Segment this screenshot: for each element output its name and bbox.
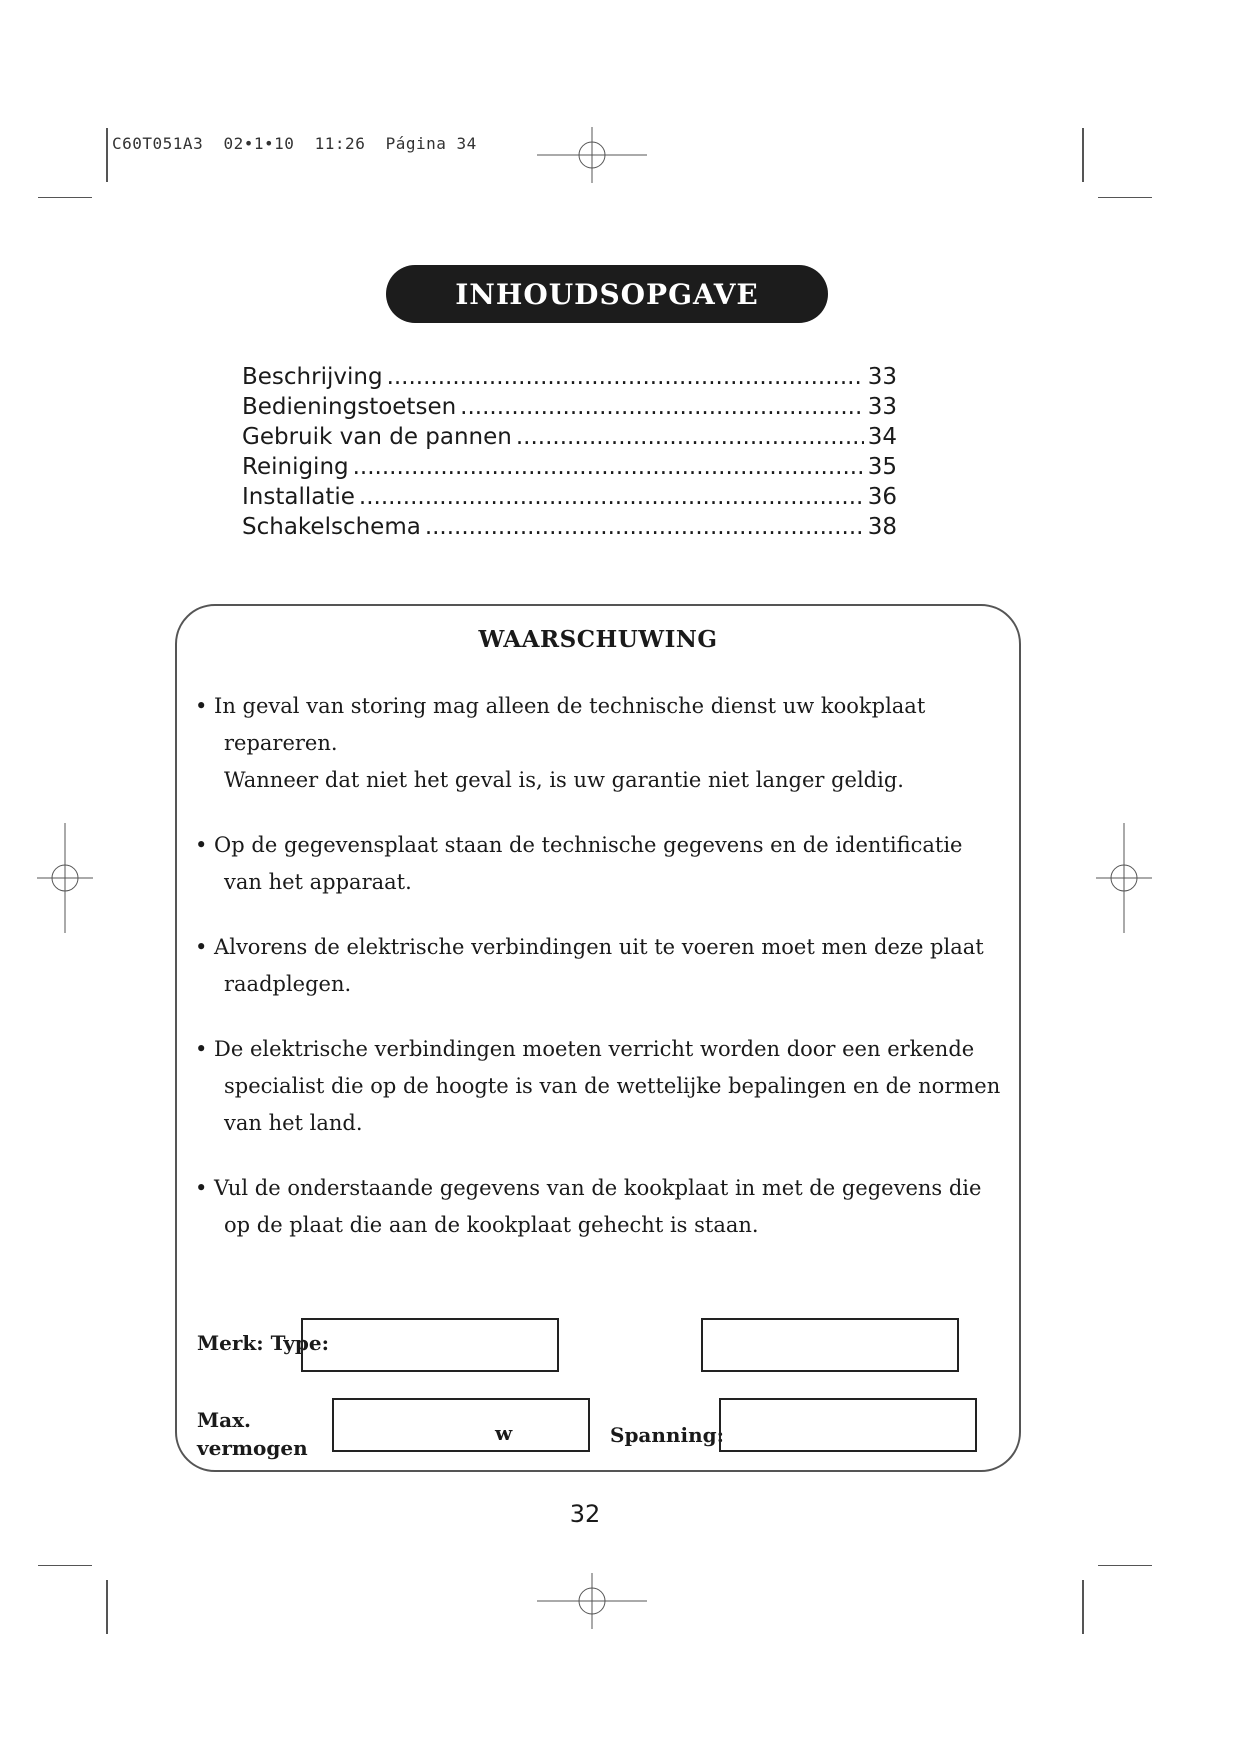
spanning-label: Spanning:: [610, 1423, 724, 1447]
warning-item-text: specialist die op de hoogte is van de wettelijke bepalingen en de normen: [224, 1074, 1001, 1098]
printer-slug: C60T051A3 02•1•10 11:26 Página 34: [112, 134, 477, 153]
warning-item-text: • Alvorens de elektrische verbindingen uit te voeren moet men deze plaat: [195, 935, 984, 959]
warning-item: [195, 827, 1015, 901]
table-of-contents: [242, 364, 897, 544]
warning-item-text: • Op de gegevensplaat staan de technische gegevens en de identificatie: [195, 833, 963, 857]
toc-row: [242, 424, 897, 454]
toc-page: 33: [867, 364, 897, 390]
toc-label: Beschrijving: [242, 364, 383, 390]
crop-mark: [106, 1580, 108, 1634]
toc-row: [242, 364, 897, 394]
page-number: 32: [569, 1500, 601, 1528]
toc-leader: [387, 364, 864, 390]
toc-label: Bedieningstoetsen: [242, 394, 457, 420]
warning-item-text: • De elektrische verbindingen moeten verricht worden door een erkende: [195, 1037, 975, 1061]
max-power-label: [197, 1406, 308, 1462]
toc-leader: [353, 454, 864, 480]
crop-mark: [1082, 1580, 1084, 1634]
warning-item-text: • Vul de onderstaande gegevens van de kookplaat in met de gegevens die: [195, 1176, 982, 1200]
registration-mark-right: [1096, 823, 1152, 933]
toc-page: 36: [867, 484, 897, 510]
toc-page: 33: [867, 394, 897, 420]
warning-item-text: Wanneer dat niet het geval is, is uw garantie niet langer geldig.: [224, 768, 904, 792]
warning-item: [195, 688, 1015, 799]
merk-field[interactable]: [701, 1318, 959, 1372]
power-field[interactable]: [332, 1398, 590, 1452]
warning-item: [195, 929, 1015, 1003]
warning-item-text: van het land.: [224, 1111, 363, 1135]
toc-row: [242, 514, 897, 544]
warning-item-text: van het apparaat.: [224, 870, 412, 894]
toc-label: Schakelschema: [242, 514, 421, 540]
warning-item: [195, 1170, 1015, 1244]
warning-list: [195, 688, 1015, 1272]
toc-label: Installatie: [242, 484, 355, 510]
registration-mark-left: [37, 823, 93, 933]
toc-page: 35: [867, 454, 897, 480]
toc-label: Reiniging: [242, 454, 349, 480]
warning-item-text: op de plaat die aan de kookplaat gehecht is staan.: [224, 1213, 759, 1237]
page-title: INHOUDSOPGAVE: [455, 277, 759, 311]
power-unit: w: [495, 1421, 513, 1445]
registration-mark-top: [537, 127, 647, 183]
warning-item-text: • In geval van storing mag alleen de technische dienst uw kookplaat: [195, 694, 926, 718]
toc-row: [242, 454, 897, 484]
registration-mark-bottom: [537, 1573, 647, 1629]
crop-mark: [38, 1565, 92, 1566]
crop-mark: [1098, 1565, 1152, 1566]
warning-item: [195, 1031, 1015, 1142]
toc-leader: [359, 484, 864, 510]
title-banner: [386, 265, 828, 323]
crop-mark: [1098, 197, 1152, 198]
warning-title: WAARSCHUWING: [478, 626, 718, 653]
warning-item-text: repareren.: [224, 731, 338, 755]
toc-page: 34: [867, 424, 897, 450]
toc-leader: [425, 514, 864, 540]
max-power-label-line1: Max.: [197, 1408, 251, 1432]
toc-page: 38: [867, 514, 897, 540]
toc-row: [242, 394, 897, 424]
toc-leader: [516, 424, 864, 450]
max-power-label-line2: vermogen: [197, 1436, 308, 1460]
toc-leader: [460, 394, 864, 420]
type-field[interactable]: [301, 1318, 559, 1372]
toc-row: [242, 484, 897, 514]
merk-type-label: Merk: Type:: [197, 1331, 330, 1355]
toc-label: Gebruik van de pannen: [242, 424, 512, 450]
crop-mark: [38, 197, 92, 198]
warning-box: [175, 604, 1021, 1472]
crop-mark: [106, 128, 108, 182]
crop-mark: [1082, 128, 1084, 182]
warning-item-text: raadplegen.: [224, 972, 352, 996]
spanning-field[interactable]: [719, 1398, 977, 1452]
